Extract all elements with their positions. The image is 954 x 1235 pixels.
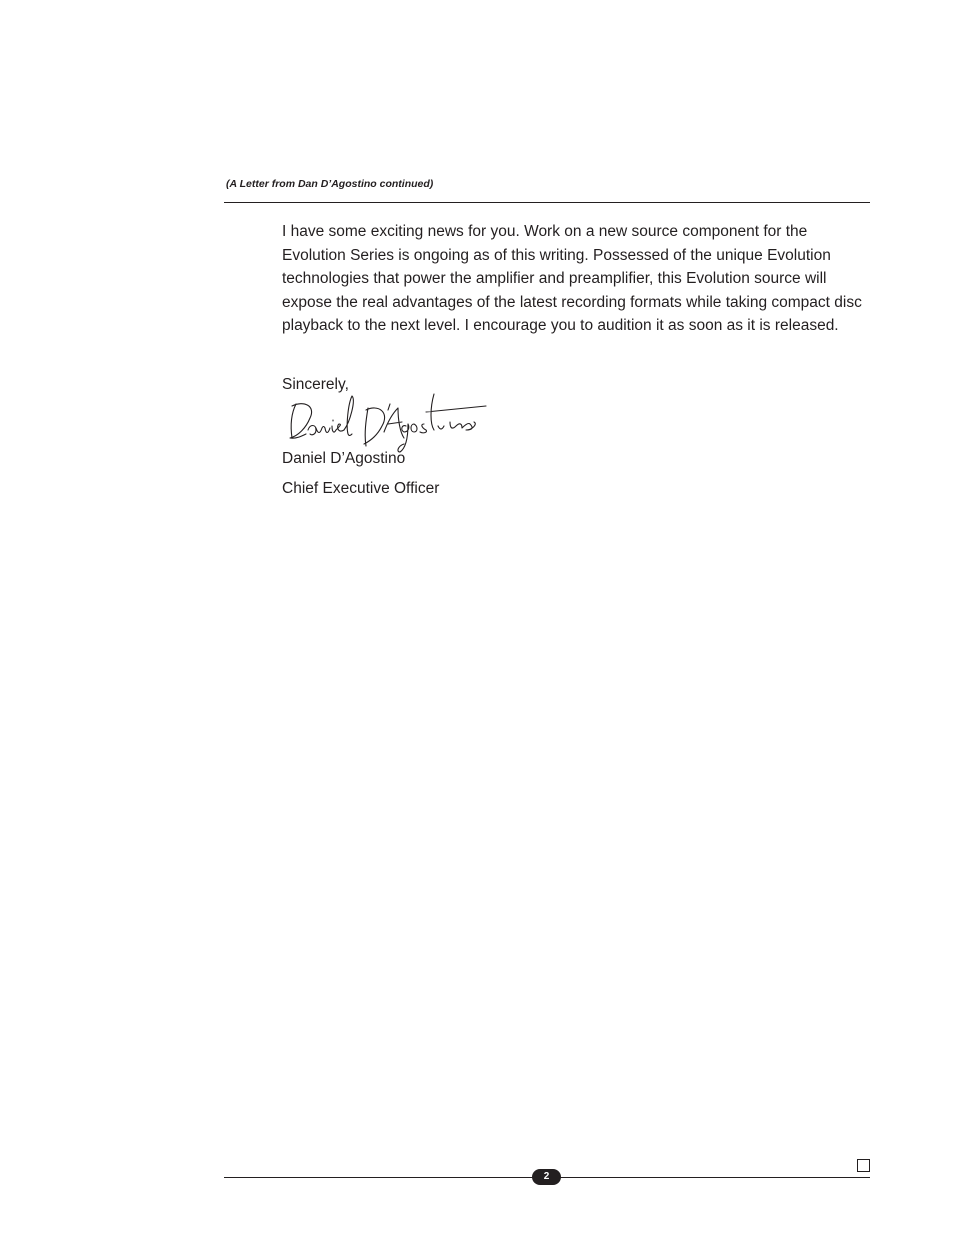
letter-closing: Sincerely, — [282, 376, 349, 393]
header-rule — [224, 202, 870, 203]
corner-box-icon — [857, 1159, 870, 1172]
signer-name: Daniel D’Agostino — [282, 450, 406, 467]
signer-title: Chief Executive Officer — [282, 480, 440, 497]
page-number: 2 — [532, 1169, 561, 1185]
running-head: (A Letter from Dan D’Agostino continued) — [226, 178, 434, 190]
letter-body: I have some exciting news for you. Work on a new source component for the Evolution Series is ongoing as of this writing. Possessed of the unique Evolution technologies that power the amplifier and preamplifier, this Evolution source will expose the real advantages of the latest recording formats while taking compact disc playback to the next level. I encourage you to audition it as soon as it is released. — [282, 223, 862, 334]
